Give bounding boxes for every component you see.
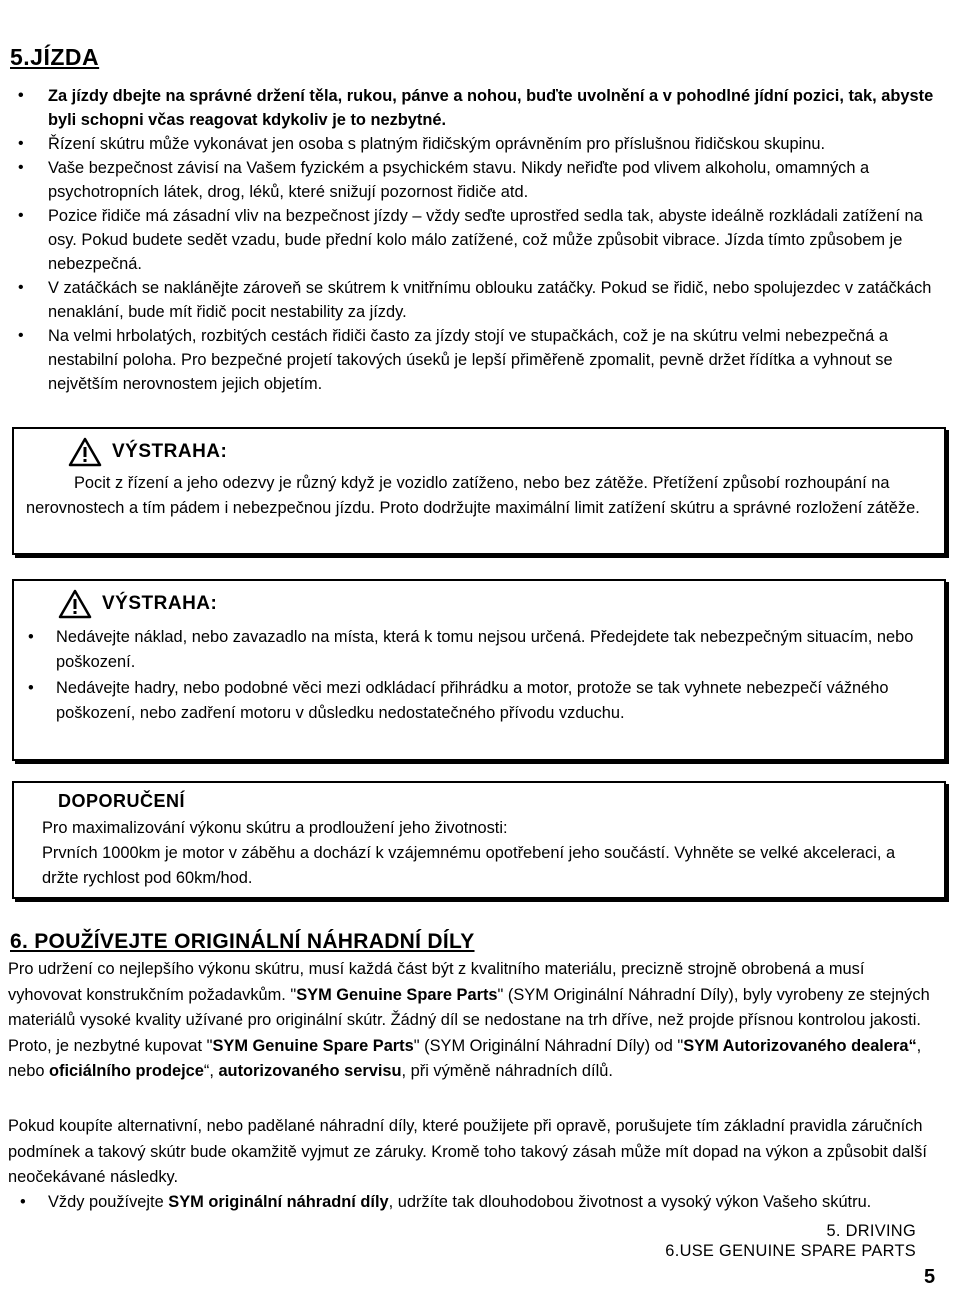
page-footer	[665, 1221, 916, 1261]
bullet-icon: •	[20, 1193, 26, 1211]
list-item: • Nedávejte náklad, nebo zavazadlo na místa, která k tomu nejsou určená. Předejdete tak nebezpečným situacím, nebo poškození.	[14, 625, 930, 675]
list-item: • Nedávejte hadry, nebo podobné věci mezi odkládací přihrádku a motor, protože se tak vyhnete nebezpečí vážného poškození, nebo zadření motoru v důsledku nedostatečného přívodu vzduchu.	[14, 676, 930, 726]
bullet-icon: •	[18, 135, 24, 152]
list-item: • Vaše bezpečnost závisí na Vašem fyzickém a psychickém stavu. Nikdy neřiďte pod vlivem alkoholu, omamných a psychotropních látek, drog, léků, které snižují pozornost řidiče atd.	[12, 156, 942, 204]
recommendation-intro: Pro maximalizování výkonu skútru a prodloužení jeho životnosti:	[42, 819, 508, 837]
bullet-icon: •	[18, 327, 24, 344]
section-6-title: 6. POUŽÍVEJTE ORIGINÁLNÍ NÁHRADNÍ DÍLY	[10, 930, 475, 953]
warning-text: Pocit z řízení a jeho odezvy je různý když je vozidlo zatíženo, nebo bez zátěže. Přetížení způsobí rozhoupání na nerovnostech a tím pádem i nebezpečnou jízdu. Proto dodržujte maximální limit zatížení skútru a správné rozložení zátěže.	[26, 474, 920, 517]
page-number: 5	[924, 1266, 936, 1288]
list-item: • V zatáčkách se nakláněјte zároveň se skútrem k vnitřnímu oblouku zatáčky. Pokud se řidič, nebo spolujezdec v zatáčkách nenaklání, bude mít řidič pocit nestability za jízdy.	[12, 276, 942, 324]
list-item: • Za jízdy dbejte na správné držení těla, rukou, pánve a nohou, buďte uvolnění a v pohodlné jídní pozici, tak, abyste byli schopni včas reagovat kdykoliv je to nezbytné.	[12, 84, 942, 132]
warning-box-load	[12, 427, 946, 555]
always-use-bullet: • Vždy používejte SYM originální náhradní díly, udržíte tak dlouhodobou životnost a vysoký výkon Vašeho skútru.	[14, 1190, 894, 1216]
section-5-title: 5.JÍZDA	[10, 44, 100, 70]
list-item: • Pozice řidiče má zásadní vliv na bezpečnost jízdy – vždy seďte uprostřed sedla tak, abyste ideálně rozkládali zatížení na osy. Pokud budete sedět vzadu, bude přední kolo málo zatížené, což může způsobit vibrace. Jízda tímto způsobem je nebezpečná.	[12, 204, 942, 276]
bullet-icon: •	[18, 159, 24, 176]
warning-triangle-icon	[68, 437, 102, 467]
driving-bullet-list	[12, 84, 942, 396]
bullet-icon: •	[28, 628, 34, 646]
genuine-parts-paragraph: Pro udržení co nejlepšího výkonu skútru, musí každá část být z kvalitního materiálu, precizně strojně obrobená a musí vyhovovat konstrukčním požadavkům. "SYM Genuine Spare Parts" (SYM Originální Náhradní Díly), byly vyrobeny ze stejných materiálů vysoké kvality užívané pro originální skútr. Žádný díl se nedostane na trh dříve, než projde přísnou kontrolou jakosti. Proto, je nezbytné kupovat "SYM Genuine Spare Parts" (SYM Originální Náhradní Díly) od "SYM Autorizovaného dealera“, nebo oficiálního prodejce“, autorizovaného servisu, při výměně náhradních dílů.	[8, 960, 930, 1080]
warning-bullet-list	[14, 625, 930, 726]
warning-heading: VÝSTRAHA:	[58, 589, 930, 619]
recommendation-text: Prvních 1000km je motor v záběhu a dochází k vzájemnému opotřebení jeho součástí. Vyhněte se velké akceleraci, a držte rychlost pod 60km/hod.	[42, 844, 896, 887]
bullet-icon: •	[18, 279, 24, 296]
recommendation-box	[12, 781, 946, 899]
bullet-icon: •	[28, 679, 34, 697]
warning-heading: VÝSTRAHA:	[68, 437, 930, 467]
counterfeit-parts-paragraph: Pokud koupíte alternativní, nebo padělané náhradní díly, které použijete při opravě, porušujete tím základní pravidla záručních podmínek a takový skútr bude okamžitě vyjmut ze záruky. Kromě toho takový zásah může mít dopad na výkon a způsobit další neočekávané následky.	[8, 1117, 927, 1186]
list-item: • Řízení skútru může vykonávat jen osoba s platným řidičským oprávněním pro příslušnou řidičskou skupinu.	[12, 132, 942, 156]
footer-section-5: 5. DRIVING	[826, 1222, 916, 1240]
recommendation-heading: DOPORUČENÍ	[58, 791, 186, 811]
bullet-icon: •	[18, 207, 24, 224]
footer-section-6: 6.USE GENUINE SPARE PARTS	[665, 1242, 916, 1260]
warning-triangle-icon	[58, 589, 92, 619]
list-item: • Na velmi hrbolatých, rozbitých cestách řidiči často za jízdy stojí ve stupačkách, což je na skútru velmi nebezpečná a nestabilní poloha. Pro bezpečné projetí takových úseků je lepší přiměřeně zpomalit, pevně držet řídítka a vyhnout se největším nerovnostem jejich objetím.	[12, 324, 942, 396]
warning-box-cargo	[12, 579, 946, 761]
bullet-icon: •	[18, 87, 24, 104]
